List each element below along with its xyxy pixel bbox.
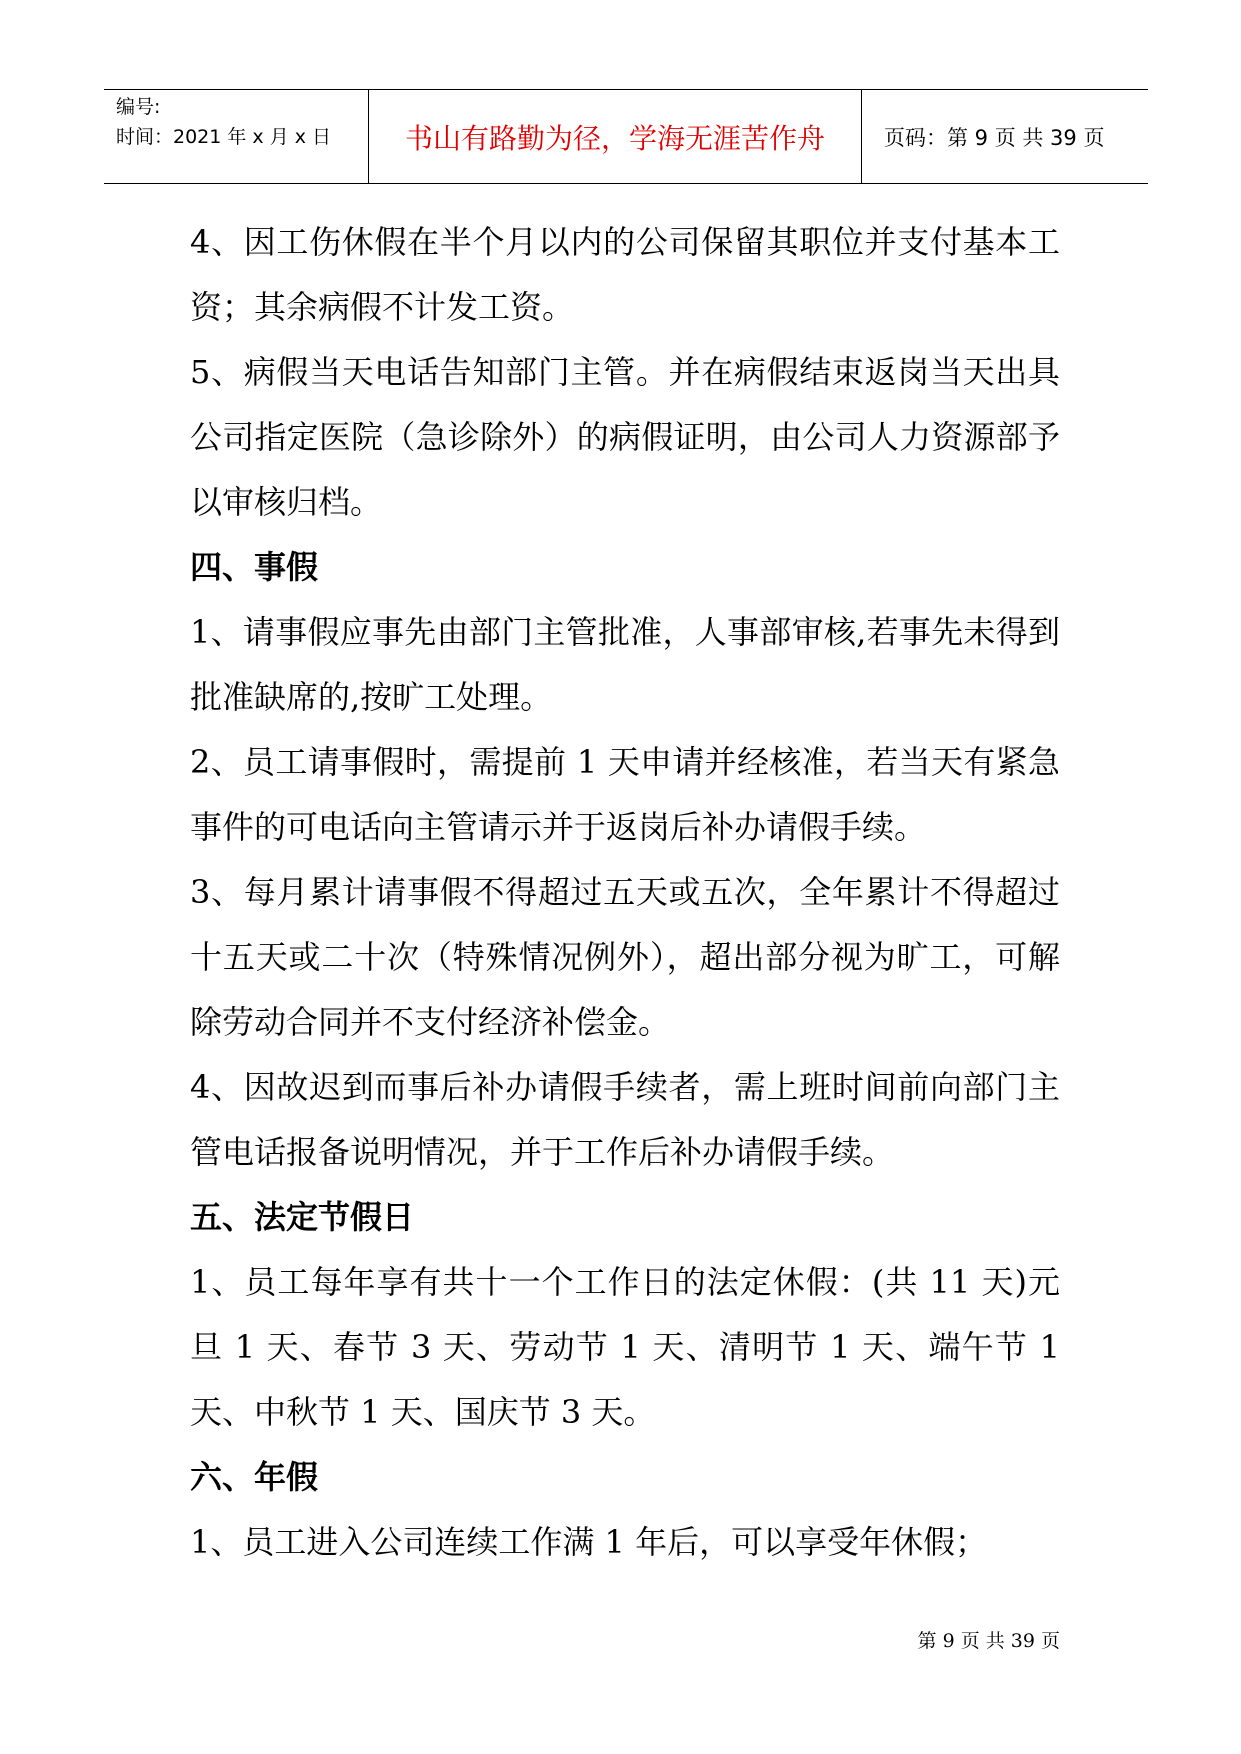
header-page-code: 页码：第 9 页 共 39 页 (884, 125, 1105, 150)
section-heading: 四、事假 (190, 548, 319, 586)
paragraph: 2、员工请事假时，需提前 1 天申请并经核准，若当天有紧急事件的可电话向主管请示并于返岗后补办请假手续。 (190, 743, 1060, 846)
paragraph: 3、每月累计请事假不得超过五天或五次，全年累计不得超过十五天或二十次（特殊情况例外），超出部分视为旷工，可解除劳动合同并不支付经济补偿金。 (190, 873, 1060, 1041)
paragraph: 4、因工伤休假在半个月以内的公司保留其职位并支付基本工资；其余病假不计发工资。 (190, 223, 1060, 326)
document-body (190, 210, 1060, 1575)
document-time: 时间：2021 年 x 月 x 日 (116, 126, 332, 148)
paragraph: 1、员工每年享有共十一个工作日的法定休假：(共 11 天)元旦 1 天、春节 3 天、劳动节 1 天、清明节 1 天、端午节 1 天、中秋节 1 天、国庆节 3 天。 (190, 1263, 1060, 1431)
paragraph: 1、员工进入公司连续工作满 1 年后，可以享受年休假； (190, 1523, 988, 1561)
document-number-label: 编号: (116, 96, 161, 118)
header-meta (116, 90, 361, 185)
page-footer: 第 9 页 共 39 页 (917, 1630, 1060, 1652)
section-heading: 六、年假 (190, 1458, 319, 1496)
paragraph: 1、请事假应事先由部门主管批准，人事部审核,若事先未得到批准缺席的,按旷工处理。 (190, 613, 1060, 716)
page-header (104, 89, 1148, 184)
paragraph: 4、因故迟到而事后补办请假手续者，需上班时间前向部门主管电话报备说明情况，并于工作后补办请假手续。 (190, 1068, 1060, 1171)
paragraph: 5、病假当天电话告知部门主管。并在病假结束返岗当天出具公司指定医院（急诊除外）的病假证明，由公司人力资源部予以审核归档。 (190, 353, 1060, 521)
header-motto: 书山有路勤为径，学海无涯苦作舟 (368, 90, 862, 183)
section-heading: 五、法定节假日 (190, 1198, 415, 1236)
